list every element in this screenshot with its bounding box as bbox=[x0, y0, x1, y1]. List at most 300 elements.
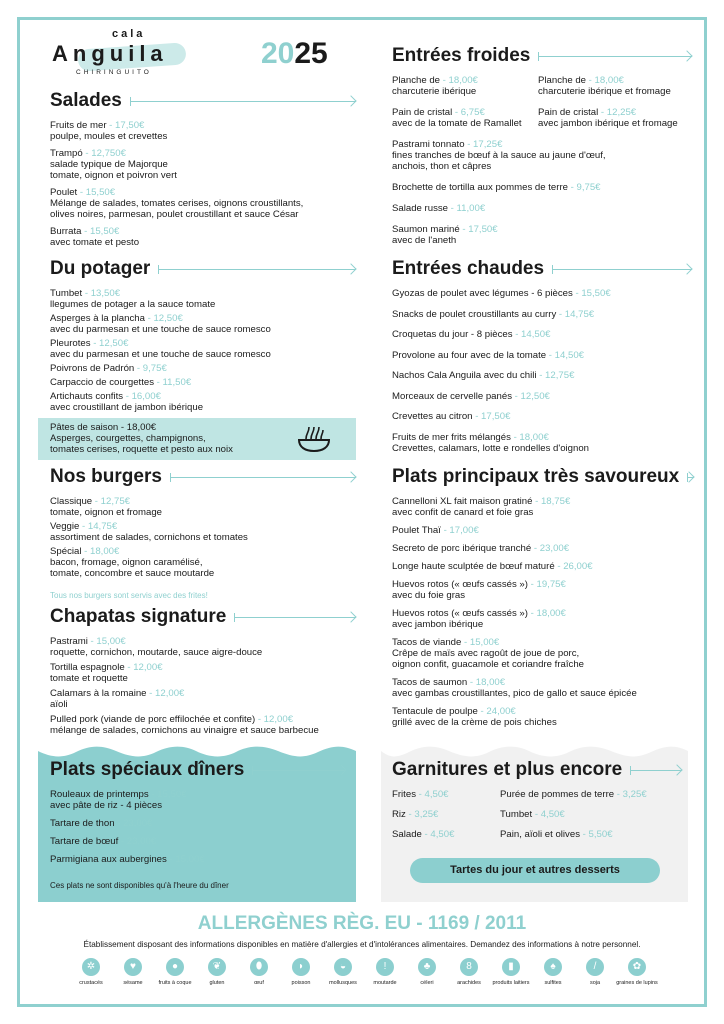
menu-item bbox=[50, 377, 356, 388]
item-title-line bbox=[392, 706, 694, 717]
item-title-line bbox=[50, 120, 356, 131]
item-price: - 18,00€ bbox=[586, 75, 624, 86]
arrow-icon bbox=[234, 612, 356, 622]
pates-desc-1: Asperges, courgettes, champignons, bbox=[50, 433, 206, 444]
item-description: olives noires, parmesan, poulet croustillant et sauce César bbox=[50, 209, 299, 220]
allergens-title: ALLERGÈNES RÈG. EU - 1169 / 2011 bbox=[197, 913, 527, 934]
section-heading bbox=[50, 759, 346, 781]
menu-item bbox=[50, 818, 346, 829]
item-description: tomate, concombre et sauce moutarde bbox=[50, 568, 215, 579]
allergen-item bbox=[490, 958, 532, 987]
section-heading bbox=[392, 258, 692, 280]
item-price: - 12,00€ bbox=[146, 688, 185, 699]
item-description: avec du parmesan et une touche de sauce romesco bbox=[50, 349, 271, 360]
lupin-icon: ✿ bbox=[628, 958, 646, 976]
pasta-bowl-icon bbox=[296, 421, 332, 455]
section-plats-speciaux bbox=[50, 759, 346, 891]
shell-icon: ◒ bbox=[334, 958, 352, 976]
item-description: tomate, oignon et poivron vert bbox=[50, 170, 177, 181]
item-title-line bbox=[500, 789, 682, 800]
item-price: - 23,00€ bbox=[118, 836, 157, 847]
item-price: - 3,25€ bbox=[614, 789, 647, 800]
item-price: - 17,50€ bbox=[472, 411, 511, 422]
item-name: Pain, aïoli et olives bbox=[500, 829, 580, 840]
item-title-line bbox=[50, 148, 356, 159]
allergen-label: fruits à coque bbox=[158, 980, 192, 986]
item-description: avec de la tomate de Ramallet bbox=[392, 118, 522, 129]
item-name: Pain de cristal bbox=[538, 107, 599, 118]
allergen-item bbox=[616, 958, 658, 987]
menu-item bbox=[50, 836, 346, 847]
milk-icon: ▮ bbox=[502, 958, 520, 976]
allergen-label: crustacés bbox=[79, 980, 103, 986]
item-price: - 12,75€ bbox=[92, 496, 131, 507]
item-name: Fruits de mer bbox=[50, 120, 107, 131]
year bbox=[261, 37, 328, 71]
menu-item-row bbox=[392, 789, 682, 800]
item-title-line bbox=[392, 677, 694, 688]
item-description: avec du foie gras bbox=[392, 590, 466, 601]
item-price: - 12,75€ bbox=[536, 370, 575, 381]
menu-item bbox=[392, 608, 694, 630]
wheat-icon: ❦ bbox=[208, 958, 226, 976]
item-title-line bbox=[392, 391, 692, 402]
item-name: Calamars à la romaine bbox=[50, 688, 147, 699]
mustard-icon: ! bbox=[376, 958, 394, 976]
item-title-line bbox=[50, 377, 356, 388]
allergen-item bbox=[532, 958, 574, 987]
allergen-item bbox=[112, 958, 154, 987]
item-name: Classique bbox=[50, 496, 93, 507]
item-title-line bbox=[50, 714, 356, 725]
item-description: assortiment de salades, cornichons et tomates bbox=[50, 532, 248, 543]
pates-de-saison-box bbox=[38, 418, 356, 460]
menu-item bbox=[50, 226, 356, 248]
menu-item bbox=[50, 187, 356, 220]
item-name: Tartare de bœuf bbox=[50, 836, 119, 847]
menu-item bbox=[50, 636, 356, 658]
item-description: avec jambon ibérique et fromage bbox=[538, 118, 678, 129]
item-title-line bbox=[392, 370, 692, 381]
item-price: - 15,00€ bbox=[87, 636, 126, 647]
section-potager bbox=[50, 258, 356, 416]
item-price: - 15,50€ bbox=[81, 226, 120, 237]
section-heading bbox=[392, 45, 692, 67]
pates-desc-2: tomates cerises, roquette et pesto aux noix bbox=[50, 444, 233, 455]
menu-item bbox=[392, 309, 692, 320]
item-price: - 17,25€ bbox=[464, 139, 503, 150]
item-description: salade typique de Majorque bbox=[50, 159, 168, 170]
item-price: - 14,50€ bbox=[512, 329, 551, 340]
section-entrees-chaudes bbox=[392, 258, 692, 463]
item-description: tomate et roquette bbox=[50, 673, 128, 684]
item-price: - 24,00€ bbox=[477, 706, 516, 717]
item-description: charcuterie ibérique et fromage bbox=[538, 86, 671, 97]
item-title-line bbox=[500, 809, 682, 820]
section-chapatas bbox=[50, 606, 356, 740]
item-title-line bbox=[392, 637, 694, 648]
item-name: Morceaux de cervelle panés bbox=[392, 390, 512, 402]
nut-icon: ● bbox=[166, 958, 184, 976]
item-description: grillé avec de la crème de pois chiches bbox=[392, 717, 557, 728]
allergen-label: gluten bbox=[209, 980, 225, 986]
item-title-line bbox=[50, 521, 356, 532]
item-name: Longe haute sculptée de bœuf maturé bbox=[392, 561, 555, 572]
menu-item bbox=[50, 391, 356, 413]
arrow-icon bbox=[158, 264, 356, 274]
item-name: Pastrami tonnato bbox=[392, 139, 465, 150]
menu-item bbox=[500, 829, 682, 840]
item-title-line bbox=[392, 329, 692, 340]
menu-item bbox=[50, 688, 356, 710]
item-title-line bbox=[50, 363, 356, 374]
item-title-line bbox=[392, 203, 692, 214]
section-salades bbox=[50, 90, 356, 254]
item-name: Tartare de thon bbox=[50, 818, 115, 829]
item-description: bacon, fromage, oignon caramélisé, bbox=[50, 557, 203, 568]
item-title-line bbox=[500, 829, 682, 840]
item-name: Fruits de mer frits mélangés bbox=[392, 431, 511, 443]
section-title: Entrées froides bbox=[392, 45, 531, 66]
item-name: Purée de pommes de terre bbox=[500, 789, 615, 800]
item-price: - 5,50€ bbox=[580, 829, 613, 840]
item-price: - 14,50€ bbox=[546, 349, 585, 361]
menu-item bbox=[50, 148, 356, 181]
item-title-line bbox=[50, 288, 356, 299]
allergen-item bbox=[322, 958, 364, 987]
arrow-icon bbox=[170, 472, 356, 482]
wave-decoration bbox=[38, 745, 356, 759]
section-garnitures bbox=[392, 759, 682, 849]
allergen-item bbox=[154, 958, 196, 987]
item-name: Tentacule de poulpe bbox=[392, 706, 478, 717]
item-name: Rouleaux de printemps bbox=[50, 789, 149, 800]
menu-item bbox=[392, 350, 692, 361]
section-heading bbox=[392, 466, 694, 488]
item-price: - 14,75€ bbox=[556, 308, 595, 320]
allergen-item bbox=[70, 958, 112, 987]
arrow-icon bbox=[630, 765, 682, 775]
item-price: - 11,00€ bbox=[448, 203, 486, 214]
section-heading bbox=[50, 606, 356, 628]
menu-item bbox=[50, 338, 356, 360]
item-title-line bbox=[392, 309, 692, 320]
item-price: - 15,50€ bbox=[148, 789, 187, 800]
item-description: llegumes de potager a la sauce tomate bbox=[50, 299, 216, 310]
item-price: - 17,50€ bbox=[459, 224, 498, 235]
item-title-line bbox=[392, 579, 694, 590]
wave-decoration bbox=[381, 745, 688, 759]
item-title-line bbox=[392, 107, 534, 118]
item-title-line bbox=[392, 288, 692, 299]
menu-item bbox=[538, 107, 692, 129]
item-title-line bbox=[50, 313, 356, 324]
item-name: Trampó bbox=[50, 148, 83, 159]
crab-icon: ✲ bbox=[82, 958, 100, 976]
item-title-line bbox=[50, 496, 356, 507]
menu-item-row bbox=[392, 107, 692, 129]
menu-item bbox=[392, 579, 694, 601]
section-title: Garnitures et plus encore bbox=[392, 759, 623, 780]
item-price: - 18,00€ bbox=[81, 546, 120, 557]
arrow-icon bbox=[538, 51, 692, 61]
section-heading bbox=[50, 90, 356, 112]
logo-cala: cala bbox=[112, 28, 146, 40]
item-name: Parmigiana aux aubergines bbox=[50, 854, 167, 865]
allergen-item bbox=[406, 958, 448, 987]
item-price: - 18,00€ bbox=[467, 677, 506, 688]
item-description: avec du parmesan et une touche de sauce romesco bbox=[50, 324, 271, 335]
item-title-line bbox=[392, 829, 496, 840]
item-name: Pastrami bbox=[50, 636, 88, 647]
soy-icon: / bbox=[586, 958, 604, 976]
desserts-button[interactable]: Tartes du jour et autres desserts bbox=[410, 858, 660, 883]
item-name: Gyozas de poulet avec légumes - 6 pièces bbox=[392, 288, 573, 299]
egg-icon: ⬮ bbox=[250, 958, 268, 976]
item-price: - 3,25€ bbox=[405, 809, 439, 820]
item-name: Salade bbox=[392, 829, 422, 840]
menu-item bbox=[392, 107, 538, 129]
item-description: mélange de salades, cornichons au vinaigre et sauce barbecue bbox=[50, 725, 319, 736]
item-title-line bbox=[538, 107, 692, 118]
allergen-label: arachides bbox=[457, 980, 481, 986]
item-description: roquette, cornichon, moutarde, sauce aigre-douce bbox=[50, 647, 263, 658]
arrow-icon bbox=[687, 472, 694, 482]
item-price: - 17,00€ bbox=[440, 525, 479, 536]
arrow-icon bbox=[552, 264, 692, 274]
menu-item bbox=[392, 411, 692, 422]
item-title-line bbox=[50, 854, 346, 865]
menu-item bbox=[50, 854, 346, 865]
item-name: Tumbet bbox=[500, 809, 533, 820]
item-description: Crevettes, calamars, lotte e rondelles d'oignon bbox=[392, 442, 590, 454]
item-name: Cannelloni XL fait maison gratiné bbox=[392, 496, 533, 507]
allergen-item bbox=[280, 958, 322, 987]
item-price: - 15,00€ bbox=[461, 637, 500, 648]
menu-item bbox=[392, 525, 694, 536]
item-title-line bbox=[50, 662, 356, 673]
menu-item bbox=[50, 313, 356, 335]
item-description: avec tomate et pesto bbox=[50, 237, 140, 248]
item-description: fines tranches de bœuf à la sauce au jaune d'œuf, bbox=[392, 150, 606, 161]
item-title-line bbox=[50, 688, 356, 699]
item-title-line bbox=[50, 338, 356, 349]
item-description: poulpe, moules et crevettes bbox=[50, 131, 168, 142]
section-entrees-froides bbox=[392, 45, 692, 256]
allergen-label: soja bbox=[589, 980, 601, 986]
item-title-line bbox=[392, 75, 534, 86]
item-name: Poivrons de Padrón bbox=[50, 363, 135, 374]
item-name: Pulled pork (viande de porc effilochée et confite) bbox=[50, 714, 256, 725]
item-name: Veggie bbox=[50, 521, 80, 532]
item-description: avec gambas croustillantes, pico de gallo et sauce épicée bbox=[392, 688, 637, 699]
item-title-line bbox=[392, 496, 694, 507]
item-description: aïoli bbox=[50, 699, 68, 710]
item-price: - 12,00€ bbox=[255, 714, 294, 725]
allergen-label: œuf bbox=[254, 980, 264, 986]
item-title-line bbox=[50, 636, 356, 647]
item-name: Asperges à la plancha bbox=[50, 313, 145, 324]
menu-item bbox=[392, 329, 692, 340]
menu-item bbox=[392, 809, 500, 820]
allergens-subtitle: Établissement disposant des informations disponibles en matière d'allergies et d'intolérances alimentaires. Demandez des informations à notre personnel. bbox=[83, 940, 641, 949]
menu-item bbox=[50, 789, 346, 811]
item-name: Huevos rotos (« œufs cassés ») bbox=[392, 579, 528, 590]
sulfite-icon: ♠ bbox=[544, 958, 562, 976]
section-burgers bbox=[50, 466, 356, 601]
menu-item-row bbox=[392, 75, 692, 97]
item-price: - 18,75€ bbox=[532, 496, 571, 507]
menu-item bbox=[392, 139, 692, 172]
menu-item bbox=[50, 714, 356, 736]
menu-item bbox=[50, 496, 356, 518]
logo-name: Anguila bbox=[52, 41, 168, 66]
allergen-item bbox=[574, 958, 616, 987]
item-description: avec de l'aneth bbox=[392, 235, 457, 246]
section-title: Nos burgers bbox=[50, 466, 162, 487]
menu-item bbox=[392, 706, 694, 728]
item-name: Frites bbox=[392, 789, 416, 800]
arrow-icon bbox=[252, 765, 346, 775]
menu-item bbox=[50, 288, 356, 310]
item-description: anchois, thon et câpres bbox=[392, 161, 492, 172]
item-name: Poulet bbox=[50, 187, 78, 198]
item-name: Poulet Thaï bbox=[392, 525, 441, 536]
item-name: Artichauts confits bbox=[50, 391, 124, 402]
item-name: Secreto de porc ibérique tranché bbox=[392, 543, 532, 554]
allergen-label: poisson bbox=[291, 980, 311, 986]
menu-item bbox=[392, 496, 694, 518]
item-title-line bbox=[392, 224, 692, 235]
item-title-line bbox=[392, 543, 694, 554]
menu-item-row bbox=[392, 809, 682, 820]
item-price: - 23,00€ bbox=[531, 543, 570, 554]
section-title: Plats spéciaux dîners bbox=[50, 759, 245, 780]
allergen-label: produits laitiers bbox=[492, 980, 530, 986]
allergen-icons bbox=[70, 958, 658, 987]
item-title-line bbox=[50, 391, 356, 402]
item-price: - 18,00€ bbox=[527, 608, 566, 619]
item-name: Provolone au four avec de la tomate bbox=[392, 349, 547, 361]
item-title-line bbox=[392, 350, 692, 361]
item-title-line bbox=[50, 546, 356, 557]
item-description: Mélange de salades, tomates cerises, oignons croustillants, bbox=[50, 198, 304, 209]
item-description: tomate, oignon et fromage bbox=[50, 507, 162, 518]
item-price: - 12,50€ bbox=[144, 313, 183, 324]
item-price: - 6,75€ bbox=[452, 107, 485, 118]
menu-item bbox=[50, 662, 356, 684]
item-name: Tacos de viande bbox=[392, 637, 462, 648]
section-note: Tous nos burgers sont servis avec des frites! bbox=[50, 591, 208, 600]
item-name: Spécial bbox=[50, 546, 82, 557]
section-note: Ces plats ne sont disponibles qu'à l'heure du dîner bbox=[50, 881, 229, 890]
plats-speciaux-box bbox=[38, 745, 356, 902]
item-description: Crêpe de maïs avec ragoût de joue de porc, bbox=[392, 648, 580, 659]
menu-item bbox=[392, 203, 692, 214]
section-heading bbox=[50, 258, 356, 280]
item-price: - 11,50€ bbox=[154, 377, 192, 388]
section-heading bbox=[50, 466, 356, 488]
allergen-label: moutarde bbox=[373, 980, 397, 986]
section-heading bbox=[392, 759, 682, 781]
logo-subtitle: CHIRINGUITO bbox=[76, 69, 152, 76]
item-price: - 15,00€ bbox=[166, 854, 205, 865]
arrow-icon bbox=[130, 96, 356, 106]
item-price: - 18,00€ bbox=[440, 75, 478, 86]
menu-item-row bbox=[392, 829, 682, 840]
item-title-line bbox=[392, 432, 692, 443]
item-name: Planche de bbox=[538, 75, 587, 86]
item-title-line bbox=[392, 561, 694, 572]
item-description: avec croustillant de jambon ibérique bbox=[50, 402, 204, 413]
item-title-line bbox=[392, 608, 694, 619]
item-title-line bbox=[392, 525, 694, 536]
menu-item bbox=[392, 677, 694, 699]
menu-item bbox=[392, 829, 500, 840]
allergen-item bbox=[196, 958, 238, 987]
item-description: avec pâte de riz - 4 pièces bbox=[50, 800, 162, 811]
menu-item bbox=[500, 809, 682, 820]
menu-item bbox=[392, 370, 692, 381]
section-plats-principaux bbox=[392, 466, 694, 735]
item-price: - 15,50€ bbox=[572, 288, 611, 299]
year-part-1: 20 bbox=[261, 37, 295, 70]
section-title: Salades bbox=[50, 90, 122, 111]
item-price: - 9,75€ bbox=[134, 363, 167, 374]
section-title: Plats principaux très savoureux bbox=[392, 466, 680, 487]
item-price: - 4,50€ bbox=[415, 789, 449, 800]
peanut-icon: 8 bbox=[460, 958, 478, 976]
menu-item bbox=[392, 561, 694, 572]
item-price: - 17,50€ bbox=[106, 120, 145, 131]
menu-item bbox=[50, 521, 356, 543]
item-name: Snacks de poulet croustillants au curry bbox=[392, 308, 557, 320]
item-name: Tortilla espagnole bbox=[50, 662, 125, 673]
item-name: Crevettes au citron bbox=[392, 411, 473, 422]
menu-item bbox=[50, 546, 356, 579]
item-name: Riz bbox=[392, 809, 406, 820]
item-title-line bbox=[392, 139, 692, 150]
fish-icon: ◗ bbox=[292, 958, 310, 976]
item-title-line bbox=[392, 809, 496, 820]
item-title-line bbox=[392, 182, 692, 193]
item-title-line bbox=[50, 818, 346, 829]
item-name: Tumbet bbox=[50, 288, 83, 299]
menu-item bbox=[392, 543, 694, 554]
item-name: Burrata bbox=[50, 226, 82, 237]
menu-item bbox=[392, 224, 692, 246]
section-title: Entrées chaudes bbox=[392, 258, 545, 279]
item-name: Tacos de saumon bbox=[392, 677, 468, 688]
item-title-line bbox=[50, 226, 356, 237]
item-name: Saumon mariné bbox=[392, 224, 460, 235]
menu-item bbox=[392, 637, 694, 670]
item-price: - 9,75€ bbox=[567, 182, 601, 193]
item-price: - 12,00€ bbox=[124, 662, 163, 673]
item-description: oignon confit, guacamole et coriandre fraîche bbox=[392, 659, 584, 670]
allergen-label: sulfites bbox=[544, 980, 562, 986]
item-price: - 19,75€ bbox=[527, 579, 566, 590]
item-price: - 12,750€ bbox=[82, 148, 126, 159]
item-name: Nachos Cala Anguila avec du chili bbox=[392, 370, 537, 381]
allergen-label: graines de lupins bbox=[616, 980, 658, 986]
menu-item bbox=[50, 363, 356, 374]
menu-item bbox=[392, 288, 692, 299]
garnitures-box bbox=[381, 745, 688, 902]
item-price: - 16,00€ bbox=[123, 391, 161, 402]
item-name: Planche de bbox=[392, 75, 441, 86]
item-price: - 23,00€ bbox=[114, 818, 153, 829]
